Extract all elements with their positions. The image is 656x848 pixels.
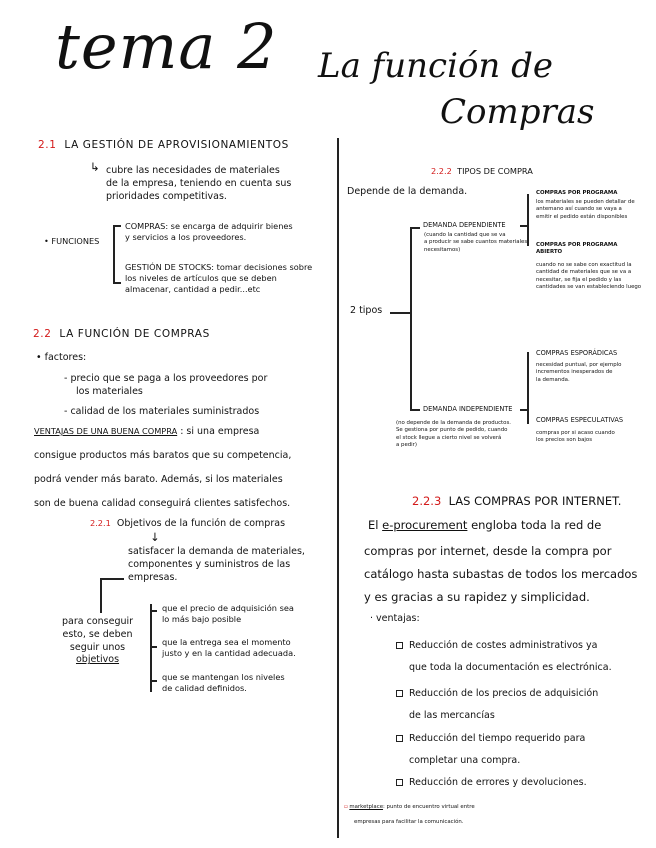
text-line: esto, se deben — [62, 628, 133, 640]
compras-programa-abierto-desc — [536, 262, 641, 291]
text-line: y servicios a los proveedores. — [125, 232, 247, 243]
section-title: LA FUNCIÓN DE COMPRAS — [59, 328, 210, 340]
ventaja-1 — [396, 635, 612, 679]
section-2-2-1-heading — [90, 518, 285, 529]
s21-description — [106, 165, 336, 203]
down-arrow-icon: ↓ — [150, 530, 160, 544]
page-title: tema 2 — [55, 10, 278, 83]
compras-especulativas-title: COMPRAS ESPECULATIVAS — [536, 416, 624, 424]
text-line: necesitamos) — [424, 246, 461, 253]
text-line: que el precio de adquisición sea — [162, 603, 294, 613]
arrow-icon: ↳ — [90, 160, 100, 174]
text-line: compras por si acaso cuando — [536, 430, 615, 436]
factor-1 — [64, 373, 267, 399]
text-line: seguir unos — [69, 641, 126, 653]
text-line: consigue productos más baratos que su competencia, — [34, 450, 292, 461]
ventajas-label: · ventajas: — [370, 613, 420, 624]
text-line: (cuando la cantidad que se va — [424, 232, 506, 238]
text-line: la demanda. — [536, 376, 570, 383]
section-2-2-3-heading — [412, 494, 621, 508]
bracket-line — [150, 680, 157, 682]
section-number: 2.2 — [33, 328, 52, 340]
section-2-1-heading — [38, 139, 289, 151]
text-line: Reducción del tiempo requerido para — [409, 733, 586, 744]
objetivo-3 — [162, 672, 285, 694]
connector-line — [100, 578, 124, 580]
s221-description — [128, 546, 305, 584]
bullet-square-icon — [396, 642, 403, 649]
bracket-line — [113, 282, 121, 284]
text-line: GESTIÓN DE STOCKS: tomar decisiones sobre — [125, 262, 313, 272]
bracket-line — [113, 225, 121, 227]
objetivo-2 — [162, 637, 296, 659]
section-number: 2.1 — [38, 139, 57, 151]
depende-text: Depende de la demanda. — [347, 186, 468, 197]
text-line: de las mercancías — [409, 710, 495, 721]
text-line: componentes y suministros de las — [128, 558, 291, 570]
funciones-label: • FUNCIONES — [44, 236, 100, 246]
text-line: lo más bajo posible — [162, 614, 242, 625]
text-line: incrementos inesperados de — [536, 369, 613, 376]
page-subtitle-line-1: La función de — [318, 46, 554, 86]
text-line: Reducción de costes administrativos ya — [409, 640, 598, 651]
text-line: que toda la documentación es electrónica. — [409, 662, 612, 673]
marketplace-line-2: empresas para facilitar la comunicación. — [354, 819, 464, 825]
compras-text — [125, 221, 293, 243]
objetivos-label — [62, 616, 133, 667]
text-line: cuando no se sabe con exactitud la — [536, 262, 632, 268]
section-2-2-2-heading — [431, 166, 533, 176]
red-bullet-icon: ▫ — [344, 804, 348, 810]
objetivo-1 — [162, 603, 294, 625]
demanda-independiente-desc — [396, 420, 511, 449]
text-line: almacenar, cantidad a pedir...etc — [125, 284, 261, 295]
text-fragment: El — [368, 518, 379, 532]
text-line: Se gestiona por punto de pedido, cuando — [396, 427, 508, 434]
text-line: COMPRAS POR PROGRAMA — [536, 242, 618, 248]
text-line: cantidades se van estableciendo luego — [536, 283, 642, 290]
section-title: LAS COMPRAS POR INTERNET. — [448, 494, 622, 508]
ventaja-3 — [396, 728, 585, 772]
text-line: son de buena calidad conseguirá clientes satisfechos. — [34, 498, 291, 509]
compras-esporadicas-desc — [536, 362, 621, 384]
text-line: cubre las necesidades de materiales — [106, 165, 280, 176]
text-line: que se mantengan los niveles — [162, 672, 285, 682]
factor-2: - calidad de los materiales suministrados — [64, 406, 260, 417]
text-line: Reducción de errores y devoluciones. — [409, 777, 587, 788]
connector-line — [390, 312, 410, 314]
eprocurement-term: e-procurement — [382, 518, 468, 532]
objetivos-word: objetivos — [75, 654, 120, 666]
text-line: antemano así cuando se vaya a — [536, 206, 622, 213]
text-line: justo y en la cantidad adecuada. — [162, 648, 296, 659]
bullet-square-icon — [396, 735, 403, 742]
ventajas-line — [34, 426, 259, 437]
marketplace-line — [344, 804, 475, 810]
bracket-line — [113, 225, 115, 283]
eprocurement-paragraph — [364, 540, 637, 609]
section-number: 2.2.1 — [90, 518, 111, 528]
page-subtitle-line-2: Compras — [440, 92, 595, 132]
text-line: compras por internet, desde la compra por — [364, 544, 612, 558]
text-line: los materiales se pueden detallar de — [536, 199, 635, 205]
compras-esporadicas-title: COMPRAS ESPORÁDICAS — [536, 349, 618, 357]
text-line: a pedir) — [396, 441, 417, 448]
text-line: (no depende de la demanda de productos. — [396, 420, 511, 426]
connector-line — [100, 578, 102, 613]
bullet-square-icon — [396, 690, 403, 697]
section-number: 2.2.2 — [431, 166, 452, 176]
text-line: satisfacer la demanda de materiales, — [128, 546, 305, 557]
compras-programa-abierto-title — [536, 242, 617, 257]
ventajas-rest: : si una empresa — [180, 426, 260, 437]
text-line: prioridades competitivas. — [106, 190, 227, 202]
bracket-line — [527, 352, 529, 424]
text-line: - precio que se paga a los proveedores por — [64, 373, 268, 384]
ventaja-4 — [396, 777, 587, 788]
text-line: necesitar, se fija el pedido y las — [536, 276, 622, 283]
text-line: podrá vender más barato. Además, si los materiales — [34, 474, 283, 485]
compras-programa-title: COMPRAS POR PROGRAMA — [536, 190, 618, 196]
ventajas-paragraph — [34, 444, 291, 516]
text-line: empresas. — [128, 571, 178, 583]
text-line: los materiales — [76, 385, 143, 397]
ventaja-2 — [396, 683, 598, 727]
text-line: catálogo hasta subastas de todos los mercados — [364, 567, 638, 581]
text-fragment: engloba toda la red de — [471, 518, 602, 532]
tree-trunk-line — [410, 227, 412, 410]
demanda-dependiente-desc — [424, 232, 527, 254]
text-line: y es gracias a su rapidez y simplicidad. — [364, 590, 590, 604]
stocks-text — [125, 262, 312, 295]
ventajas-heading: VENTAJAS DE UNA BUENA COMPRA — [34, 426, 178, 436]
bracket-line — [150, 604, 152, 692]
text-line: COMPRAS: se encarga de adquirir bienes — [125, 221, 293, 231]
bracket-line — [150, 610, 157, 612]
text-line: completar una compra. — [409, 755, 521, 766]
section-2-2-heading — [33, 328, 210, 340]
column-divider — [337, 138, 339, 838]
eprocurement-line — [368, 518, 601, 532]
text-line: necesidad puntual, por ejemplo — [536, 362, 622, 368]
tree-branch-line — [410, 227, 420, 229]
marketplace-term: marketplace — [349, 804, 384, 810]
text-line: para conseguir — [62, 616, 134, 627]
compras-programa-desc — [536, 199, 635, 221]
section-title: LA GESTIÓN DE APROVISIONAMIENTOS — [64, 139, 289, 151]
text-line: de calidad definidos. — [162, 683, 247, 694]
text-line: cantidad de materiales que se va a — [536, 269, 632, 276]
text-line: emitir el pedido están disponibles — [536, 213, 628, 220]
demanda-dependiente-title: DEMANDA DEPENDIENTE — [423, 221, 506, 229]
bullet-square-icon — [396, 779, 403, 786]
section-number: 2.2.3 — [412, 494, 442, 508]
text-fragment: : punto de encuentro virtual entre — [383, 804, 475, 810]
text-line: el stock llegue a cierto nivel se volverá — [396, 434, 502, 441]
text-line: los niveles de artículos que se deben — [125, 273, 277, 284]
text-line: ABIERTO — [536, 249, 563, 256]
text-line: Reducción de los precios de adquisición — [409, 688, 599, 699]
section-title: TIPOS DE COMPRA — [457, 166, 533, 176]
text-line: que la entrega sea el momento — [162, 637, 291, 647]
dos-tipos-label: 2 tipos — [350, 305, 383, 316]
compras-especulativas-desc — [536, 430, 615, 445]
tree-branch-line — [410, 409, 420, 411]
text-line: a producir se sabe cuantos materiales — [424, 239, 528, 246]
text-line: de la empresa, teniendo en cuenta sus — [106, 177, 292, 189]
text-line: los precios son bajos — [536, 437, 593, 444]
section-title: Objetivos de la función de compras — [116, 518, 286, 529]
factores-label: • factores: — [36, 352, 87, 363]
demanda-independiente-title: DEMANDA INDEPENDIENTE — [423, 405, 513, 413]
bracket-line — [527, 194, 529, 246]
bracket-line — [150, 646, 157, 648]
